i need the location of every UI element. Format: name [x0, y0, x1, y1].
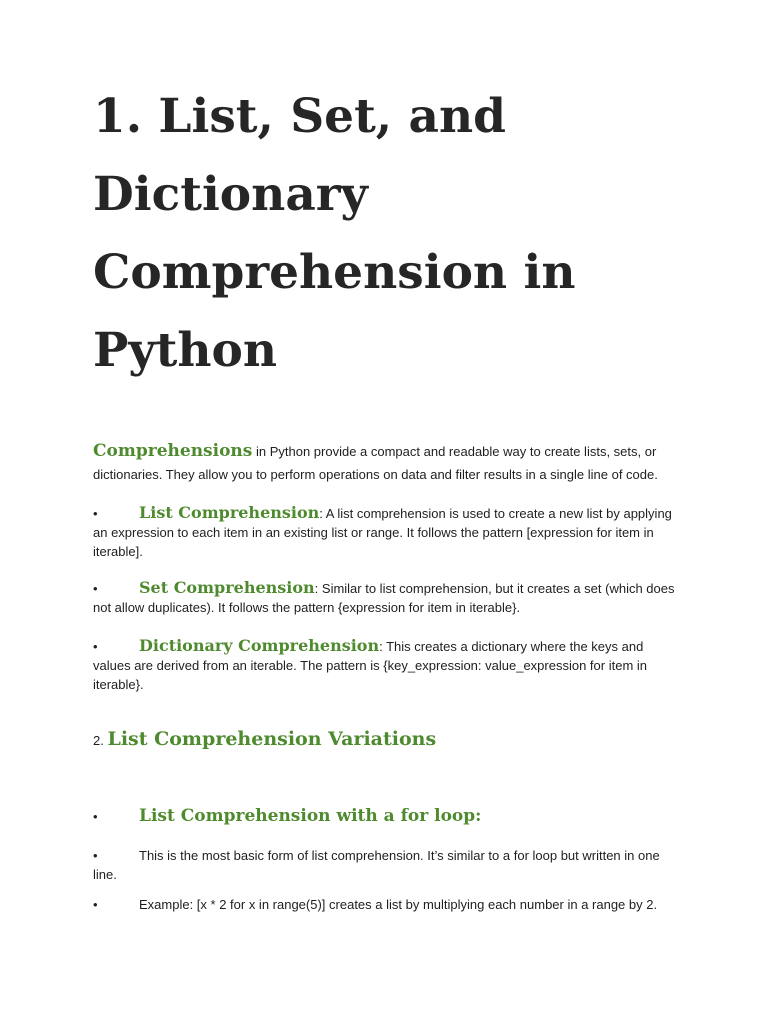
bullet-term: Dictionary Comprehension: [139, 636, 380, 655]
title-line-3: Comprehension in: [93, 245, 576, 300]
subsection-title: List Comprehension with a for loop:: [139, 806, 482, 826]
list-item: [93, 636, 683, 694]
title-line-4: Python: [93, 323, 278, 378]
bullet-text: : A list comprehension is used to create a new list by applying an expression to each item in an existing list or range. It follows the pattern [expression for item in iterable].: [93, 506, 672, 559]
list-item: [93, 503, 683, 561]
bullet-dot: •: [93, 897, 98, 912]
intro-text: in Python provide a compact and readable way to create lists, sets, or dictionaries. They allow you to perform operations on data and filter results in a single line of code.: [93, 444, 658, 482]
bullet-dot: •: [93, 848, 98, 863]
title-line-2: Dictionary: [93, 167, 368, 222]
bullet-text: : Similar to list comprehension, but it creates a set (which does not allow duplicates). It follows the pattern {expression for item in iterable}.: [93, 581, 675, 615]
list-item: [93, 895, 683, 914]
bullet-dot: •: [93, 809, 98, 824]
bullet-term: List Comprehension: [139, 503, 320, 522]
section-heading: [93, 728, 436, 750]
bullet-dot: •: [93, 506, 98, 521]
bullet-dot: •: [93, 581, 98, 596]
page-title: [93, 78, 693, 390]
title-line-1: 1. List, Set, and: [93, 89, 506, 144]
section-title: List Comprehension Variations: [107, 728, 437, 750]
bullet-text: Example: [x * 2 for x in range(5)] creates a list by multiplying each number in a range by 2.: [139, 897, 658, 912]
list-item: [93, 846, 683, 884]
bullet-text: : This creates a dictionary where the keys and values are derived from an iterable. The pattern is {key_expression: value_expression for item in iterable}.: [93, 639, 647, 692]
intro-term: Comprehensions: [93, 441, 253, 461]
bullet-dot: •: [93, 639, 98, 654]
section-number: 2.: [93, 733, 108, 748]
intro-paragraph: [93, 440, 683, 486]
bullet-text: This is the most basic form of list comprehension. It’s similar to a for loop but written in one line.: [93, 848, 660, 882]
list-item: [93, 578, 683, 617]
bullet-term: Set Comprehension: [139, 578, 315, 597]
subsection-heading: [93, 806, 481, 826]
